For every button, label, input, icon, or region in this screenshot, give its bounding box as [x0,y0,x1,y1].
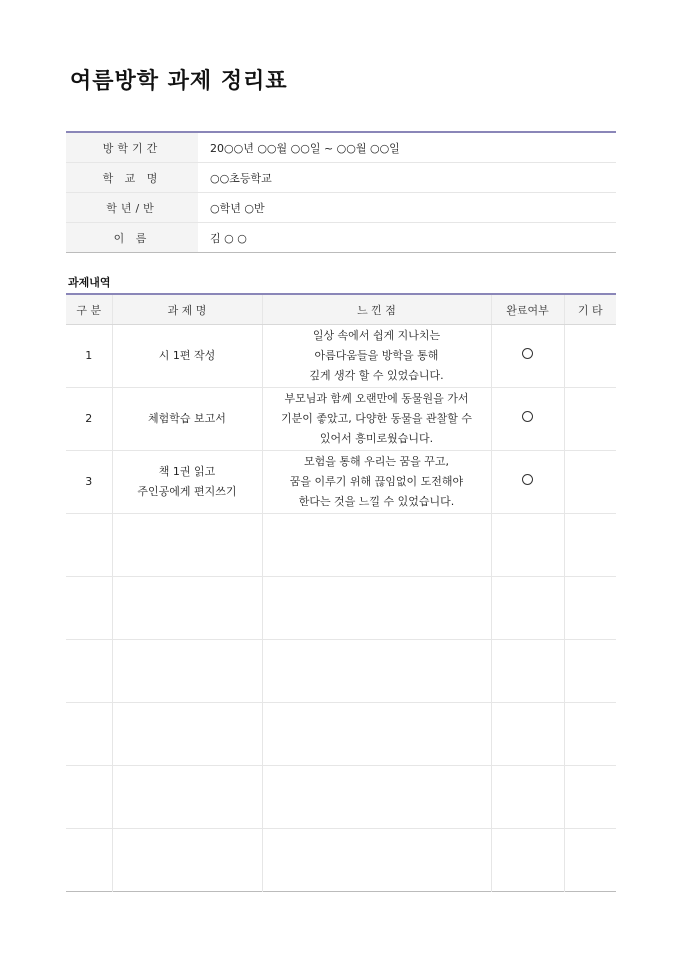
info-value: 김 ○ ○ [210,231,247,245]
row-no: 3 [66,451,112,514]
empty-cell [564,766,616,829]
empty-cell [491,703,564,766]
empty-cell [112,766,262,829]
header-no: 구 분 [66,294,112,325]
info-value: ○○초등학교 [198,163,616,193]
empty-cell [112,514,262,577]
empty-table-row [66,703,616,766]
header-note: 기 타 [564,294,616,325]
empty-cell [564,514,616,577]
empty-table-row [66,514,616,577]
empty-cell [112,703,262,766]
table-row [66,388,616,451]
circle-mark-icon [522,411,533,422]
empty-cell [66,640,112,703]
row-feeling: 일상 속에서 쉽게 지나치는 아름다움들을 방학을 통해 깊게 생각 할 수 있었습니다. [262,325,491,388]
empty-table-row [66,766,616,829]
empty-cell [262,703,491,766]
empty-table-row [66,640,616,703]
empty-cell [262,577,491,640]
section-title: 과제내역 [68,276,111,289]
empty-cell [564,829,616,892]
empty-cell [491,829,564,892]
table-header-row [66,294,616,325]
header-task: 과 제 명 [112,294,262,325]
row-note [564,451,616,514]
empty-cell [112,829,262,892]
info-row-school [66,163,616,193]
info-row-class [66,193,616,223]
empty-cell [564,640,616,703]
info-table [66,131,616,253]
empty-table-row [66,829,616,892]
empty-cell [262,514,491,577]
empty-table-row [66,577,616,640]
info-label: 이 름 [66,223,198,253]
table-row [66,451,616,514]
empty-cell [66,703,112,766]
table-row [66,325,616,388]
info-row-period [66,132,616,163]
task-table [66,293,616,892]
row-done [491,388,564,451]
row-no: 2 [66,388,112,451]
empty-cell [262,640,491,703]
info-label: 방학기간 [66,132,198,163]
info-label: 학년/반 [66,193,198,223]
row-done [491,451,564,514]
circle-mark-icon [522,474,533,485]
row-note [564,388,616,451]
row-no: 1 [66,325,112,388]
empty-cell [564,703,616,766]
row-task: 책 1권 읽고 주인공에게 편지쓰기 [112,451,262,514]
row-done [491,325,564,388]
empty-cell [112,577,262,640]
empty-cell [112,640,262,703]
info-row-name [66,223,616,253]
empty-cell [66,766,112,829]
page-title: 여름방학 과제 정리표 [70,69,288,94]
empty-cell [66,829,112,892]
info-value: 20○○년 ○○월 ○○일 ~ ○○월 ○○일 [198,132,616,163]
empty-cell [262,766,491,829]
info-value: ○학년 ○반 [198,193,616,223]
row-note [564,325,616,388]
row-feeling: 부모님과 함께 오랜만에 동물원을 가서 기분이 좋았고, 다양한 동물을 관찰할 수 있어서 흥미로웠습니다. [262,388,491,451]
empty-cell [491,514,564,577]
circle-mark-icon [522,348,533,359]
empty-cell [262,829,491,892]
empty-cell [66,577,112,640]
row-feeling: 모험을 통해 우리는 꿈을 꾸고, 꿈을 이루기 위해 끊임없이 도전해야 한다는 것을 느낄 수 있었습니다. [262,451,491,514]
empty-cell [491,640,564,703]
row-task: 체험학습 보고서 [112,388,262,451]
row-task: 시 1편 작성 [112,325,262,388]
header-done: 완료여부 [491,294,564,325]
empty-cell [491,577,564,640]
header-feeling: 느 낀 점 [262,294,491,325]
empty-cell [491,766,564,829]
empty-cell [66,514,112,577]
empty-cell [564,577,616,640]
info-label: 학 교 명 [66,163,198,193]
